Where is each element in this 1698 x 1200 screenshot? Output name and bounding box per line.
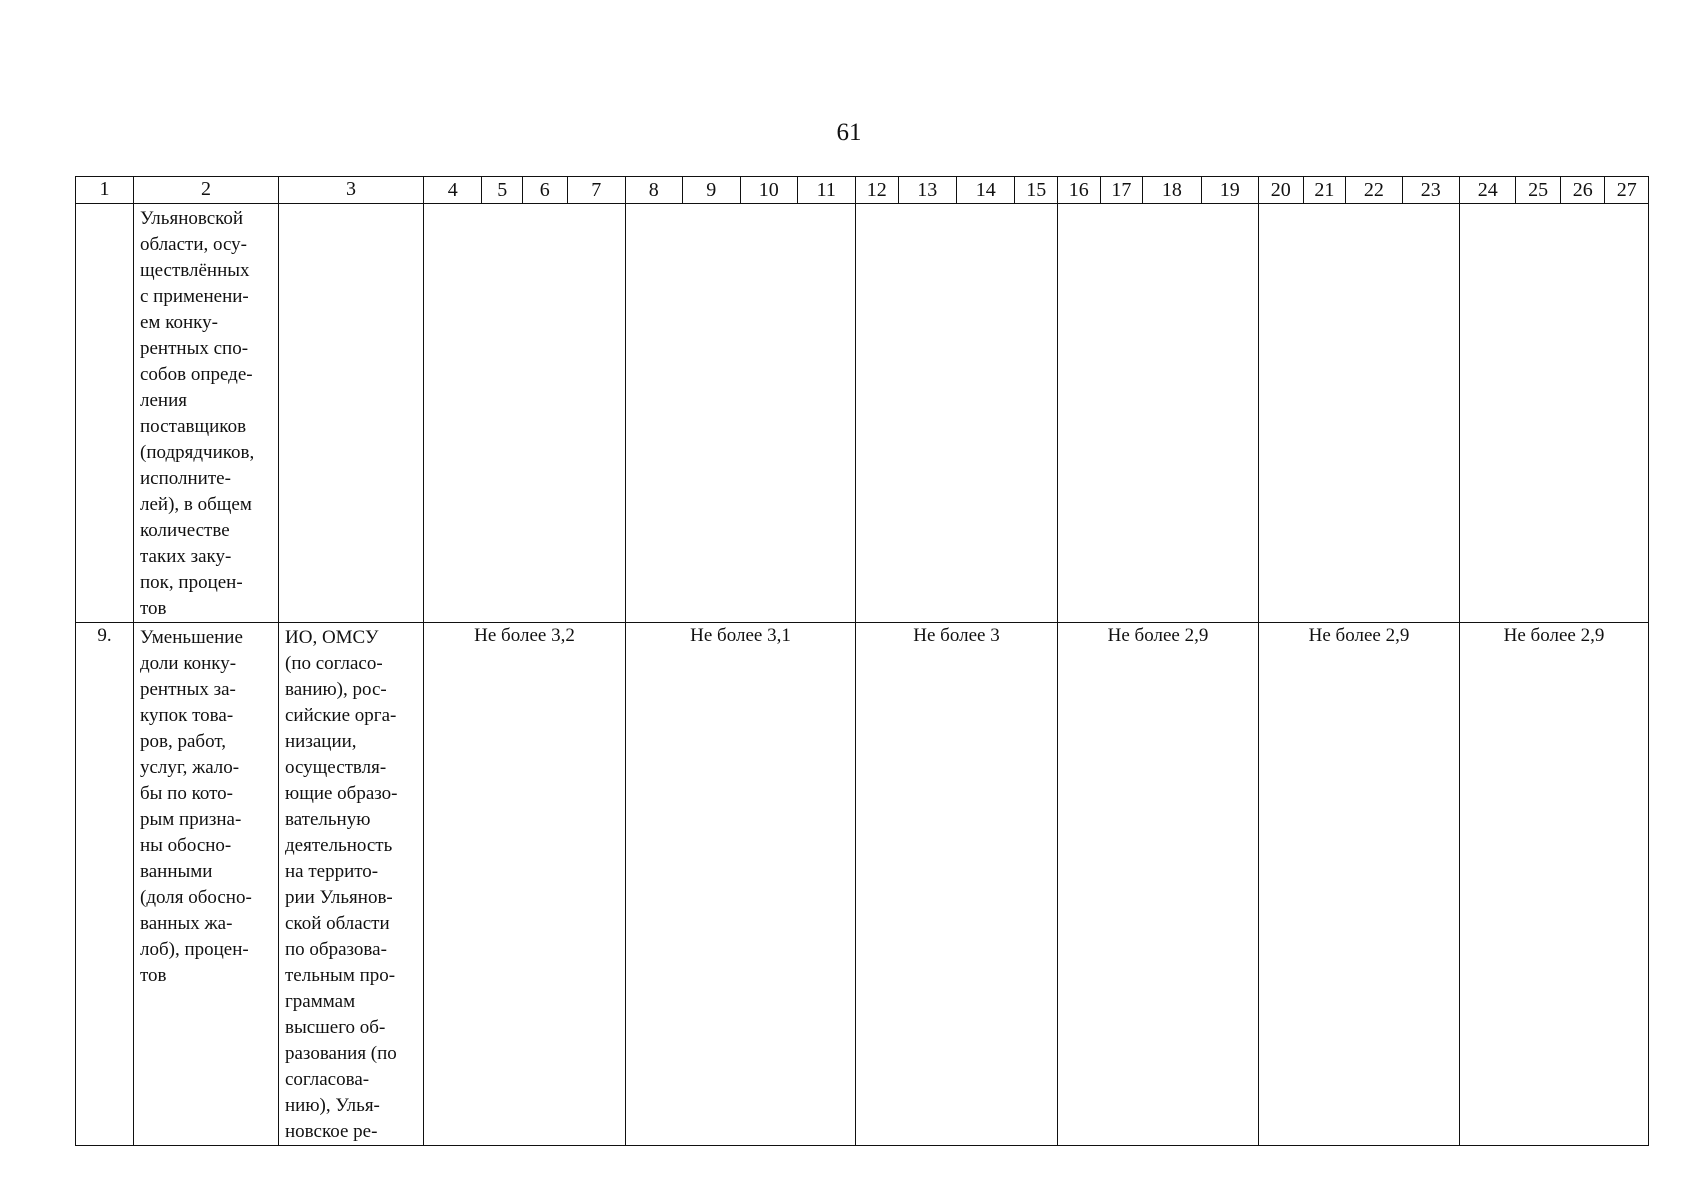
header-col-20: 20 xyxy=(1270,179,1291,201)
text-line: доли конку- xyxy=(140,653,237,674)
executor-text xyxy=(279,204,423,206)
value-group-f: Не более 2,9 xyxy=(1460,623,1649,1146)
text-line: Уменьшение xyxy=(140,627,243,648)
value-2020 xyxy=(1259,204,1460,623)
indicator-cell xyxy=(134,623,279,1146)
row-number xyxy=(76,204,134,623)
value-2018 xyxy=(856,204,1058,623)
text-line: согласова- xyxy=(285,1069,370,1090)
indicators-table xyxy=(75,176,1649,1146)
text-line: с применени- xyxy=(140,286,249,307)
value-group-a: Не более 3,2 xyxy=(424,623,626,1146)
text-line: рым призна- xyxy=(140,809,242,830)
value-2017 xyxy=(626,204,856,623)
text-line: ванными xyxy=(140,861,213,882)
text-line: бы по кото- xyxy=(140,783,233,804)
header-col-11: 11 xyxy=(797,177,855,203)
header-col-22: 22 xyxy=(1345,177,1401,203)
text-line: области, осу- xyxy=(140,234,247,255)
text-line: услуг, жало- xyxy=(140,757,240,778)
header-col-18: 18 xyxy=(1142,177,1200,203)
text-line: купок това- xyxy=(140,705,234,726)
header-col-4: 4 xyxy=(447,179,458,201)
header-group-a xyxy=(424,177,626,204)
header-col-2: 2 xyxy=(134,177,279,204)
header-col-16: 16 xyxy=(1068,179,1089,201)
value-group-b: Не более 3,1 xyxy=(626,623,856,1146)
executor-cell xyxy=(279,623,424,1146)
text-line: ществлённых xyxy=(140,260,250,281)
header-group-f xyxy=(1460,177,1649,204)
text-line: разования (по xyxy=(285,1043,397,1064)
text-line: рентных спо- xyxy=(140,338,249,359)
text-line: ванию), рос- xyxy=(285,679,387,700)
header-group-e xyxy=(1259,177,1460,204)
header-col-3: 3 xyxy=(279,177,424,204)
header-col-17: 17 xyxy=(1100,177,1143,203)
table-row xyxy=(76,623,1649,1146)
text-line: высшего об- xyxy=(285,1017,386,1038)
value-2019 xyxy=(1058,204,1259,623)
header-col-25: 25 xyxy=(1515,177,1560,203)
text-line: (по согласо- xyxy=(285,653,383,674)
header-group-b xyxy=(626,177,856,204)
row-number: 9. xyxy=(76,623,134,1146)
text-line: ем конку- xyxy=(140,312,218,333)
text-line: осуществля- xyxy=(285,757,387,778)
text-line: количестве xyxy=(140,520,230,541)
text-line: тов xyxy=(140,598,167,619)
text-line: низации, xyxy=(285,731,357,752)
text-line: лей), в общем xyxy=(140,494,252,515)
indicator-text xyxy=(134,623,278,989)
indicator-cell xyxy=(134,204,279,623)
header-row xyxy=(76,177,1649,204)
value-group-d: Не более 2,9 xyxy=(1058,623,1259,1146)
text-line: сийские орга- xyxy=(285,705,397,726)
header-col-10: 10 xyxy=(740,177,797,203)
text-line: ИО, ОМСУ xyxy=(285,627,379,648)
text-line: рии Ульянов- xyxy=(285,887,393,908)
header-col-15: 15 xyxy=(1014,177,1057,203)
text-line: тов xyxy=(140,965,167,986)
header-col-24: 24 xyxy=(1477,179,1498,201)
text-line: пок, процен- xyxy=(140,572,243,593)
header-col-14: 14 xyxy=(956,177,1014,203)
text-line: Ульяновской xyxy=(140,208,244,229)
header-col-6: 6 xyxy=(522,177,567,203)
header-col-5: 5 xyxy=(481,177,522,203)
header-col-9: 9 xyxy=(682,177,740,203)
value-2021 xyxy=(1460,204,1649,623)
header-col-12: 12 xyxy=(866,179,887,201)
text-line: граммам xyxy=(285,991,356,1012)
header-col-19: 19 xyxy=(1201,177,1258,203)
value-group-e: Не более 2,9 xyxy=(1259,623,1460,1146)
header-col-23: 23 xyxy=(1402,177,1459,203)
text-line: исполните- xyxy=(140,468,231,489)
header-col-21: 21 xyxy=(1303,177,1346,203)
text-line: ющие образо- xyxy=(285,783,398,804)
executor-text xyxy=(279,623,423,1145)
text-line: деятельность xyxy=(285,835,393,856)
value-group-c: Не более 3 xyxy=(856,623,1058,1146)
page-number: 61 xyxy=(836,119,862,146)
text-line: по образова- xyxy=(285,939,387,960)
header-col-26: 26 xyxy=(1560,177,1605,203)
value-2016 xyxy=(424,204,626,623)
header-col-13: 13 xyxy=(898,177,956,203)
indicator-text xyxy=(134,204,278,622)
text-line: ны обосно- xyxy=(140,835,232,856)
text-line: ления xyxy=(140,390,187,411)
text-line: нию), Улья- xyxy=(285,1095,380,1116)
text-line: поставщиков xyxy=(140,416,247,437)
text-line: (доля обосно- xyxy=(140,887,252,908)
header-col-7: 7 xyxy=(567,177,625,203)
text-line: ванных жа- xyxy=(140,913,233,934)
header-group-d xyxy=(1058,177,1259,204)
text-line: вательную xyxy=(285,809,371,830)
text-line: тельным про- xyxy=(285,965,396,986)
header-col-1: 1 xyxy=(76,177,134,204)
text-line: лоб), процен- xyxy=(140,939,249,960)
executor-cell xyxy=(279,204,424,623)
text-line: новское ре- xyxy=(285,1121,378,1142)
header-group-c xyxy=(856,177,1058,204)
text-line: рентных за- xyxy=(140,679,236,700)
text-line: на террито- xyxy=(285,861,379,882)
header-col-8: 8 xyxy=(648,179,659,201)
table-row xyxy=(76,204,1649,623)
text-line: ской области xyxy=(285,913,390,934)
header-col-27: 27 xyxy=(1604,177,1648,203)
text-line: ров, работ, xyxy=(140,731,226,752)
text-line: собов опреде- xyxy=(140,364,253,385)
text-line: таких заку- xyxy=(140,546,232,567)
text-line: (подрядчиков, xyxy=(140,442,255,463)
